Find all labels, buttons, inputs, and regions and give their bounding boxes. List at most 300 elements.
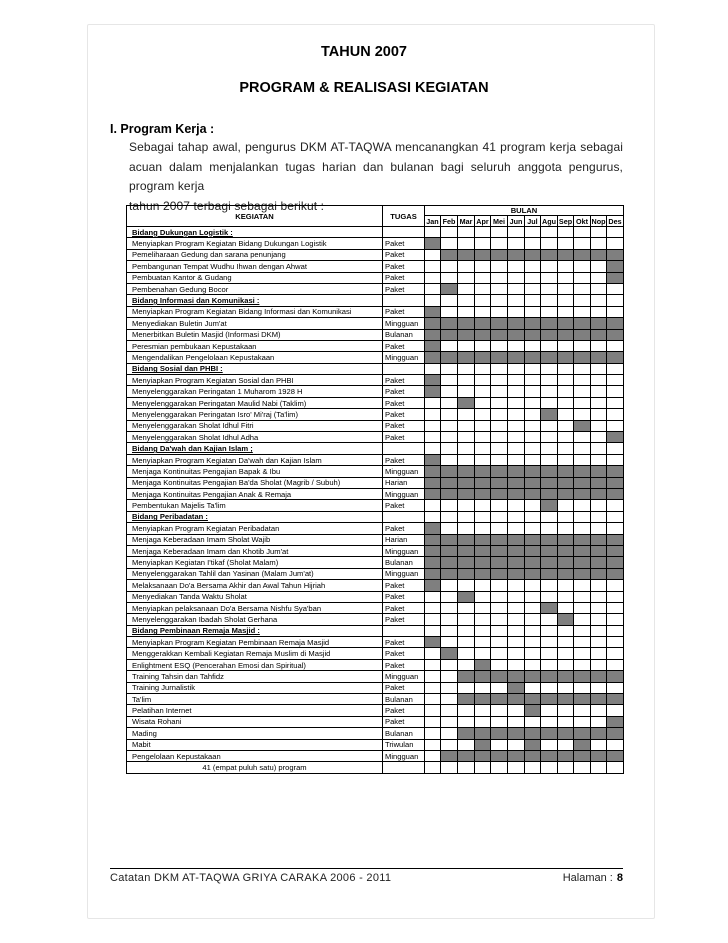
month-cell <box>508 682 525 693</box>
month-cell <box>441 557 458 568</box>
month-cell <box>525 477 541 488</box>
month-cell <box>508 739 525 750</box>
kegiatan-cell: Ta'lim <box>127 694 383 705</box>
month-cell <box>425 375 441 386</box>
month-cell <box>591 534 607 545</box>
month-cell <box>508 238 525 249</box>
month-cell <box>607 477 624 488</box>
month-cell <box>591 454 607 465</box>
month-cell <box>475 397 491 408</box>
month-cell <box>574 295 591 306</box>
table-row <box>127 591 624 602</box>
month-cell <box>591 443 607 454</box>
table-row <box>127 534 624 545</box>
month-cell <box>491 272 508 283</box>
month-cell <box>541 534 558 545</box>
tugas-cell: Paket <box>383 432 425 443</box>
month-cell <box>607 397 624 408</box>
month-cell <box>475 682 491 693</box>
month-cell <box>607 659 624 670</box>
month-cell <box>475 329 491 340</box>
month-cell <box>541 568 558 579</box>
month-cell <box>558 705 574 716</box>
kegiatan-cell: Menggerakkan Kembali Kegiatan Remaja Muslim di Masjid <box>127 648 383 659</box>
tugas-cell <box>383 227 425 238</box>
month-cell <box>441 306 458 317</box>
month-cell <box>475 340 491 351</box>
month-cell <box>591 682 607 693</box>
month-cell <box>574 318 591 329</box>
tugas-cell: Mingguan <box>383 352 425 363</box>
month-cell <box>541 409 558 420</box>
month-cell <box>607 318 624 329</box>
main-title: PROGRAM & REALISASI KEGIATAN <box>239 80 489 96</box>
month-cell <box>441 409 458 420</box>
month-cell <box>541 283 558 294</box>
kegiatan-cell: Menyiapkan Kegiatan I'tikaf (Sholat Malam) <box>127 557 383 568</box>
month-cell <box>425 523 441 534</box>
month-cell <box>425 261 441 272</box>
month-cell <box>458 477 475 488</box>
kegiatan-cell: Training Tahsin dan Tahfidz <box>127 671 383 682</box>
table-row <box>127 249 624 260</box>
month-cell <box>541 397 558 408</box>
month-cell <box>458 637 475 648</box>
month-cell <box>508 295 525 306</box>
kegiatan-cell: Menjaga Keberadaan Imam Sholat Wajib <box>127 534 383 545</box>
month-cell <box>458 363 475 374</box>
month-cell <box>458 420 475 431</box>
month-cell <box>591 420 607 431</box>
kegiatan-cell: Wisata Rohani <box>127 716 383 727</box>
table-row <box>127 432 624 443</box>
month-header: Feb <box>441 216 458 227</box>
tugas-cell: Paket <box>383 682 425 693</box>
table-row <box>127 614 624 625</box>
month-cell <box>591 477 607 488</box>
month-cell <box>558 694 574 705</box>
month-cell <box>508 386 525 397</box>
month-header: Apr <box>476 216 489 226</box>
tugas-cell: Bulanan <box>383 557 425 568</box>
month-cell <box>425 227 441 238</box>
month-cell <box>525 409 541 420</box>
kegiatan-cell: Menyiapkan Program Kegiatan Peribadatan <box>127 523 383 534</box>
month-cell <box>491 397 508 408</box>
table-row <box>127 545 624 556</box>
month-cell <box>491 420 508 431</box>
month-cell <box>458 454 475 465</box>
month-cell <box>607 739 624 750</box>
month-cell <box>441 386 458 397</box>
month-cell <box>425 386 441 397</box>
month-cell <box>458 568 475 579</box>
month-cell <box>425 432 441 443</box>
month-cell <box>607 238 624 249</box>
month-cell <box>541 466 558 477</box>
kegiatan-cell: Mabit <box>127 739 383 750</box>
kegiatan-cell: Peresmian pembukaan Kepustakaan <box>127 340 383 351</box>
month-cell <box>541 523 558 534</box>
group-row <box>127 443 624 454</box>
month-cell <box>475 318 491 329</box>
table-row <box>127 466 624 477</box>
table-row <box>127 454 624 465</box>
month-cell <box>607 648 624 659</box>
month-cell <box>591 375 607 386</box>
month-cell <box>574 648 591 659</box>
month-cell <box>491 568 508 579</box>
month-cell <box>441 625 458 636</box>
month-cell <box>475 432 491 443</box>
tugas-cell: Paket <box>383 397 425 408</box>
group-row <box>127 511 624 522</box>
month-cell <box>591 409 607 420</box>
month-cell <box>574 488 591 499</box>
tugas-cell: Paket <box>383 614 425 625</box>
month-cell <box>591 694 607 705</box>
month-cell <box>458 557 475 568</box>
month-header: Des <box>608 216 622 226</box>
month-cell <box>541 659 558 670</box>
month-cell <box>525 261 541 272</box>
month-cell <box>458 534 475 545</box>
month-cell <box>558 352 574 363</box>
month-cell <box>591 705 607 716</box>
month-cell <box>508 488 525 499</box>
month-cell <box>475 238 491 249</box>
kegiatan-cell: Menyelenggarakan Sholat Idhul Fitri <box>127 420 383 431</box>
month-cell <box>425 614 441 625</box>
month-cell <box>558 534 574 545</box>
month-cell <box>607 420 624 431</box>
month-cell <box>525 272 541 283</box>
kegiatan-cell: Menyiapkan Program Kegiatan Pembinaan Remaja Masjid <box>127 637 383 648</box>
month-cell <box>508 340 525 351</box>
header-bulan: BULAN <box>425 206 624 216</box>
month-cell <box>458 329 475 340</box>
month-cell <box>508 637 525 648</box>
kegiatan-cell: Pembentukan Majelis Ta'lim <box>127 500 383 511</box>
month-cell <box>475 762 491 773</box>
month-header: Nop <box>591 216 606 226</box>
kegiatan-cell: Mengendalikan Pengelolaan Kepustakaan <box>127 352 383 363</box>
month-cell <box>574 625 591 636</box>
kegiatan-cell: Menerbitkan Buletin Masjid (Informasi DKM) <box>127 329 383 340</box>
month-cell <box>491 580 508 591</box>
month-cell <box>591 762 607 773</box>
month-cell <box>525 249 541 260</box>
month-cell <box>525 694 541 705</box>
month-cell <box>475 648 491 659</box>
month-cell <box>475 283 491 294</box>
month-cell <box>525 329 541 340</box>
month-cell <box>458 739 475 750</box>
table-row <box>127 739 624 750</box>
month-cell <box>458 671 475 682</box>
table-row <box>127 523 624 534</box>
month-cell <box>541 432 558 443</box>
intro-paragraph-body: Sebagai tahap awal, pengurus DKM AT-TAQWA mencanangkan 41 program kerja sebagai acuan dalam menjalankan tugas harian dan bulanan bagi seluruh anggota pengurus, program kerja <box>129 140 623 193</box>
month-cell <box>475 637 491 648</box>
month-cell <box>458 227 475 238</box>
table-row <box>127 705 624 716</box>
month-cell <box>558 420 574 431</box>
year-title: TAHUN 2007 <box>321 44 407 60</box>
month-cell <box>458 283 475 294</box>
month-cell <box>441 659 458 670</box>
kegiatan-cell: Pengelolaan Kepustakaan <box>127 750 383 761</box>
month-cell <box>508 716 525 727</box>
table-row <box>127 375 624 386</box>
month-cell <box>441 534 458 545</box>
month-cell <box>475 750 491 761</box>
month-cell <box>491 750 508 761</box>
month-cell <box>508 397 525 408</box>
tugas-cell: Harian <box>383 534 425 545</box>
table-row <box>127 637 624 648</box>
tugas-cell: Paket <box>383 272 425 283</box>
month-cell <box>541 614 558 625</box>
month-cell <box>525 637 541 648</box>
month-cell <box>525 318 541 329</box>
month-cell <box>607 432 624 443</box>
month-cell <box>525 375 541 386</box>
section-heading: I. Program Kerja : <box>110 122 215 136</box>
month-cell <box>574 534 591 545</box>
month-cell <box>558 454 574 465</box>
month-cell <box>541 318 558 329</box>
month-cell <box>441 568 458 579</box>
month-cell <box>558 557 574 568</box>
month-cell <box>441 705 458 716</box>
month-cell <box>607 454 624 465</box>
month-cell <box>541 648 558 659</box>
month-cell <box>508 705 525 716</box>
month-cell <box>441 614 458 625</box>
month-cell <box>441 318 458 329</box>
month-cell <box>591 602 607 613</box>
month-cell <box>607 261 624 272</box>
month-cell <box>591 352 607 363</box>
month-cell <box>525 762 541 773</box>
month-cell <box>441 261 458 272</box>
month-cell <box>491 249 508 260</box>
kegiatan-cell: Menjaga Kontinuitas Pengajian Bapak & Ibu <box>127 466 383 477</box>
month-cell <box>491 454 508 465</box>
month-cell <box>458 397 475 408</box>
month-cell <box>458 295 475 306</box>
month-cell <box>574 659 591 670</box>
month-cell <box>607 363 624 374</box>
month-cell <box>491 694 508 705</box>
month-cell <box>425 249 441 260</box>
table-row <box>127 352 624 363</box>
month-cell <box>508 648 525 659</box>
month-cell <box>458 500 475 511</box>
month-cell <box>525 534 541 545</box>
tugas-cell: Paket <box>383 386 425 397</box>
month-cell <box>558 602 574 613</box>
month-cell <box>425 511 441 522</box>
month-cell <box>558 728 574 739</box>
month-cell <box>607 614 624 625</box>
month-cell <box>607 682 624 693</box>
month-cell <box>541 682 558 693</box>
month-cell <box>607 580 624 591</box>
month-cell <box>574 728 591 739</box>
month-cell <box>458 272 475 283</box>
month-cell <box>475 409 491 420</box>
month-cell <box>541 637 558 648</box>
month-cell <box>475 249 491 260</box>
month-cell <box>441 671 458 682</box>
month-cell <box>607 728 624 739</box>
table-row <box>127 580 624 591</box>
month-cell <box>525 340 541 351</box>
month-cell <box>441 454 458 465</box>
month-cell <box>458 694 475 705</box>
table-row <box>127 283 624 294</box>
month-header: Jan <box>426 216 439 226</box>
month-cell <box>541 249 558 260</box>
table-row <box>127 488 624 499</box>
month-cell <box>558 283 574 294</box>
month-cell <box>574 409 591 420</box>
month-cell <box>541 580 558 591</box>
month-cell <box>491 671 508 682</box>
table-row <box>127 694 624 705</box>
month-cell <box>607 511 624 522</box>
month-cell <box>508 363 525 374</box>
month-cell <box>425 716 441 727</box>
tugas-cell: Paket <box>383 602 425 613</box>
table-row <box>127 750 624 761</box>
month-cell <box>541 591 558 602</box>
month-cell <box>541 329 558 340</box>
month-cell <box>475 227 491 238</box>
tugas-cell <box>383 443 425 454</box>
month-cell <box>425 454 441 465</box>
tugas-cell: Paket <box>383 500 425 511</box>
month-cell <box>591 261 607 272</box>
month-cell <box>525 511 541 522</box>
month-cell <box>591 249 607 260</box>
month-cell <box>574 614 591 625</box>
month-cell <box>491 466 508 477</box>
month-cell <box>458 750 475 761</box>
month-cell <box>508 580 525 591</box>
month-cell <box>441 762 458 773</box>
month-cell <box>508 443 525 454</box>
month-cell <box>441 397 458 408</box>
month-cell <box>574 454 591 465</box>
month-cell <box>525 739 541 750</box>
month-cell <box>458 466 475 477</box>
month-cell <box>508 545 525 556</box>
month-cell <box>425 443 441 454</box>
month-cell <box>491 363 508 374</box>
month-cell <box>491 557 508 568</box>
month-cell <box>591 568 607 579</box>
month-cell <box>558 466 574 477</box>
kegiatan-cell: Menyelenggarakan Ibadah Sholat Gerhana <box>127 614 383 625</box>
month-cell <box>574 694 591 705</box>
month-cell <box>441 432 458 443</box>
month-cell <box>607 602 624 613</box>
tugas-cell <box>383 295 425 306</box>
month-cell <box>508 602 525 613</box>
month-cell <box>574 432 591 443</box>
group-label: Bidang Peribadatan : <box>127 511 383 522</box>
month-cell <box>425 580 441 591</box>
kegiatan-cell: Menyiapkan Program Kegiatan Sosial dan PHBI <box>127 375 383 386</box>
month-cell <box>574 375 591 386</box>
month-cell <box>591 227 607 238</box>
month-cell <box>607 568 624 579</box>
month-cell <box>508 420 525 431</box>
month-cell <box>558 545 574 556</box>
month-cell <box>441 488 458 499</box>
month-cell <box>525 432 541 443</box>
month-cell <box>491 682 508 693</box>
month-cell <box>475 534 491 545</box>
month-cell <box>441 750 458 761</box>
group-row <box>127 227 624 238</box>
month-cell <box>607 750 624 761</box>
month-cell <box>475 557 491 568</box>
month-cell <box>475 659 491 670</box>
month-cell <box>541 705 558 716</box>
tugas-cell: Paket <box>383 306 425 317</box>
month-cell <box>491 375 508 386</box>
month-cell <box>558 659 574 670</box>
kegiatan-cell: Menyelenggarakan Peringatan 1 Muharom 1928 H <box>127 386 383 397</box>
month-cell <box>558 625 574 636</box>
month-cell <box>607 591 624 602</box>
month-cell <box>607 249 624 260</box>
month-cell <box>525 705 541 716</box>
month-cell <box>525 648 541 659</box>
month-cell <box>525 523 541 534</box>
month-cell <box>607 409 624 420</box>
month-cell <box>591 283 607 294</box>
month-cell <box>525 716 541 727</box>
month-cell <box>558 443 574 454</box>
month-cell <box>558 386 574 397</box>
tugas-cell: Paket <box>383 340 425 351</box>
month-cell <box>425 705 441 716</box>
tugas-cell: Mingguan <box>383 568 425 579</box>
month-cell <box>607 283 624 294</box>
month-cell <box>491 739 508 750</box>
month-cell <box>475 625 491 636</box>
month-cell <box>541 557 558 568</box>
month-cell <box>541 716 558 727</box>
month-cell <box>425 671 441 682</box>
month-cell <box>458 659 475 670</box>
tugas-cell: Paket <box>383 648 425 659</box>
table-row <box>127 272 624 283</box>
month-cell <box>508 329 525 340</box>
kegiatan-cell: Menyelenggarakan Peringatan Isro' Mi'raj (Ta'lim) <box>127 409 383 420</box>
tugas-cell: Paket <box>383 591 425 602</box>
total-row <box>127 762 624 773</box>
month-cell <box>425 500 441 511</box>
group-label: Bidang Sosial dan PHBI : <box>127 363 383 374</box>
tugas-cell: Bulanan <box>383 694 425 705</box>
month-cell <box>591 671 607 682</box>
